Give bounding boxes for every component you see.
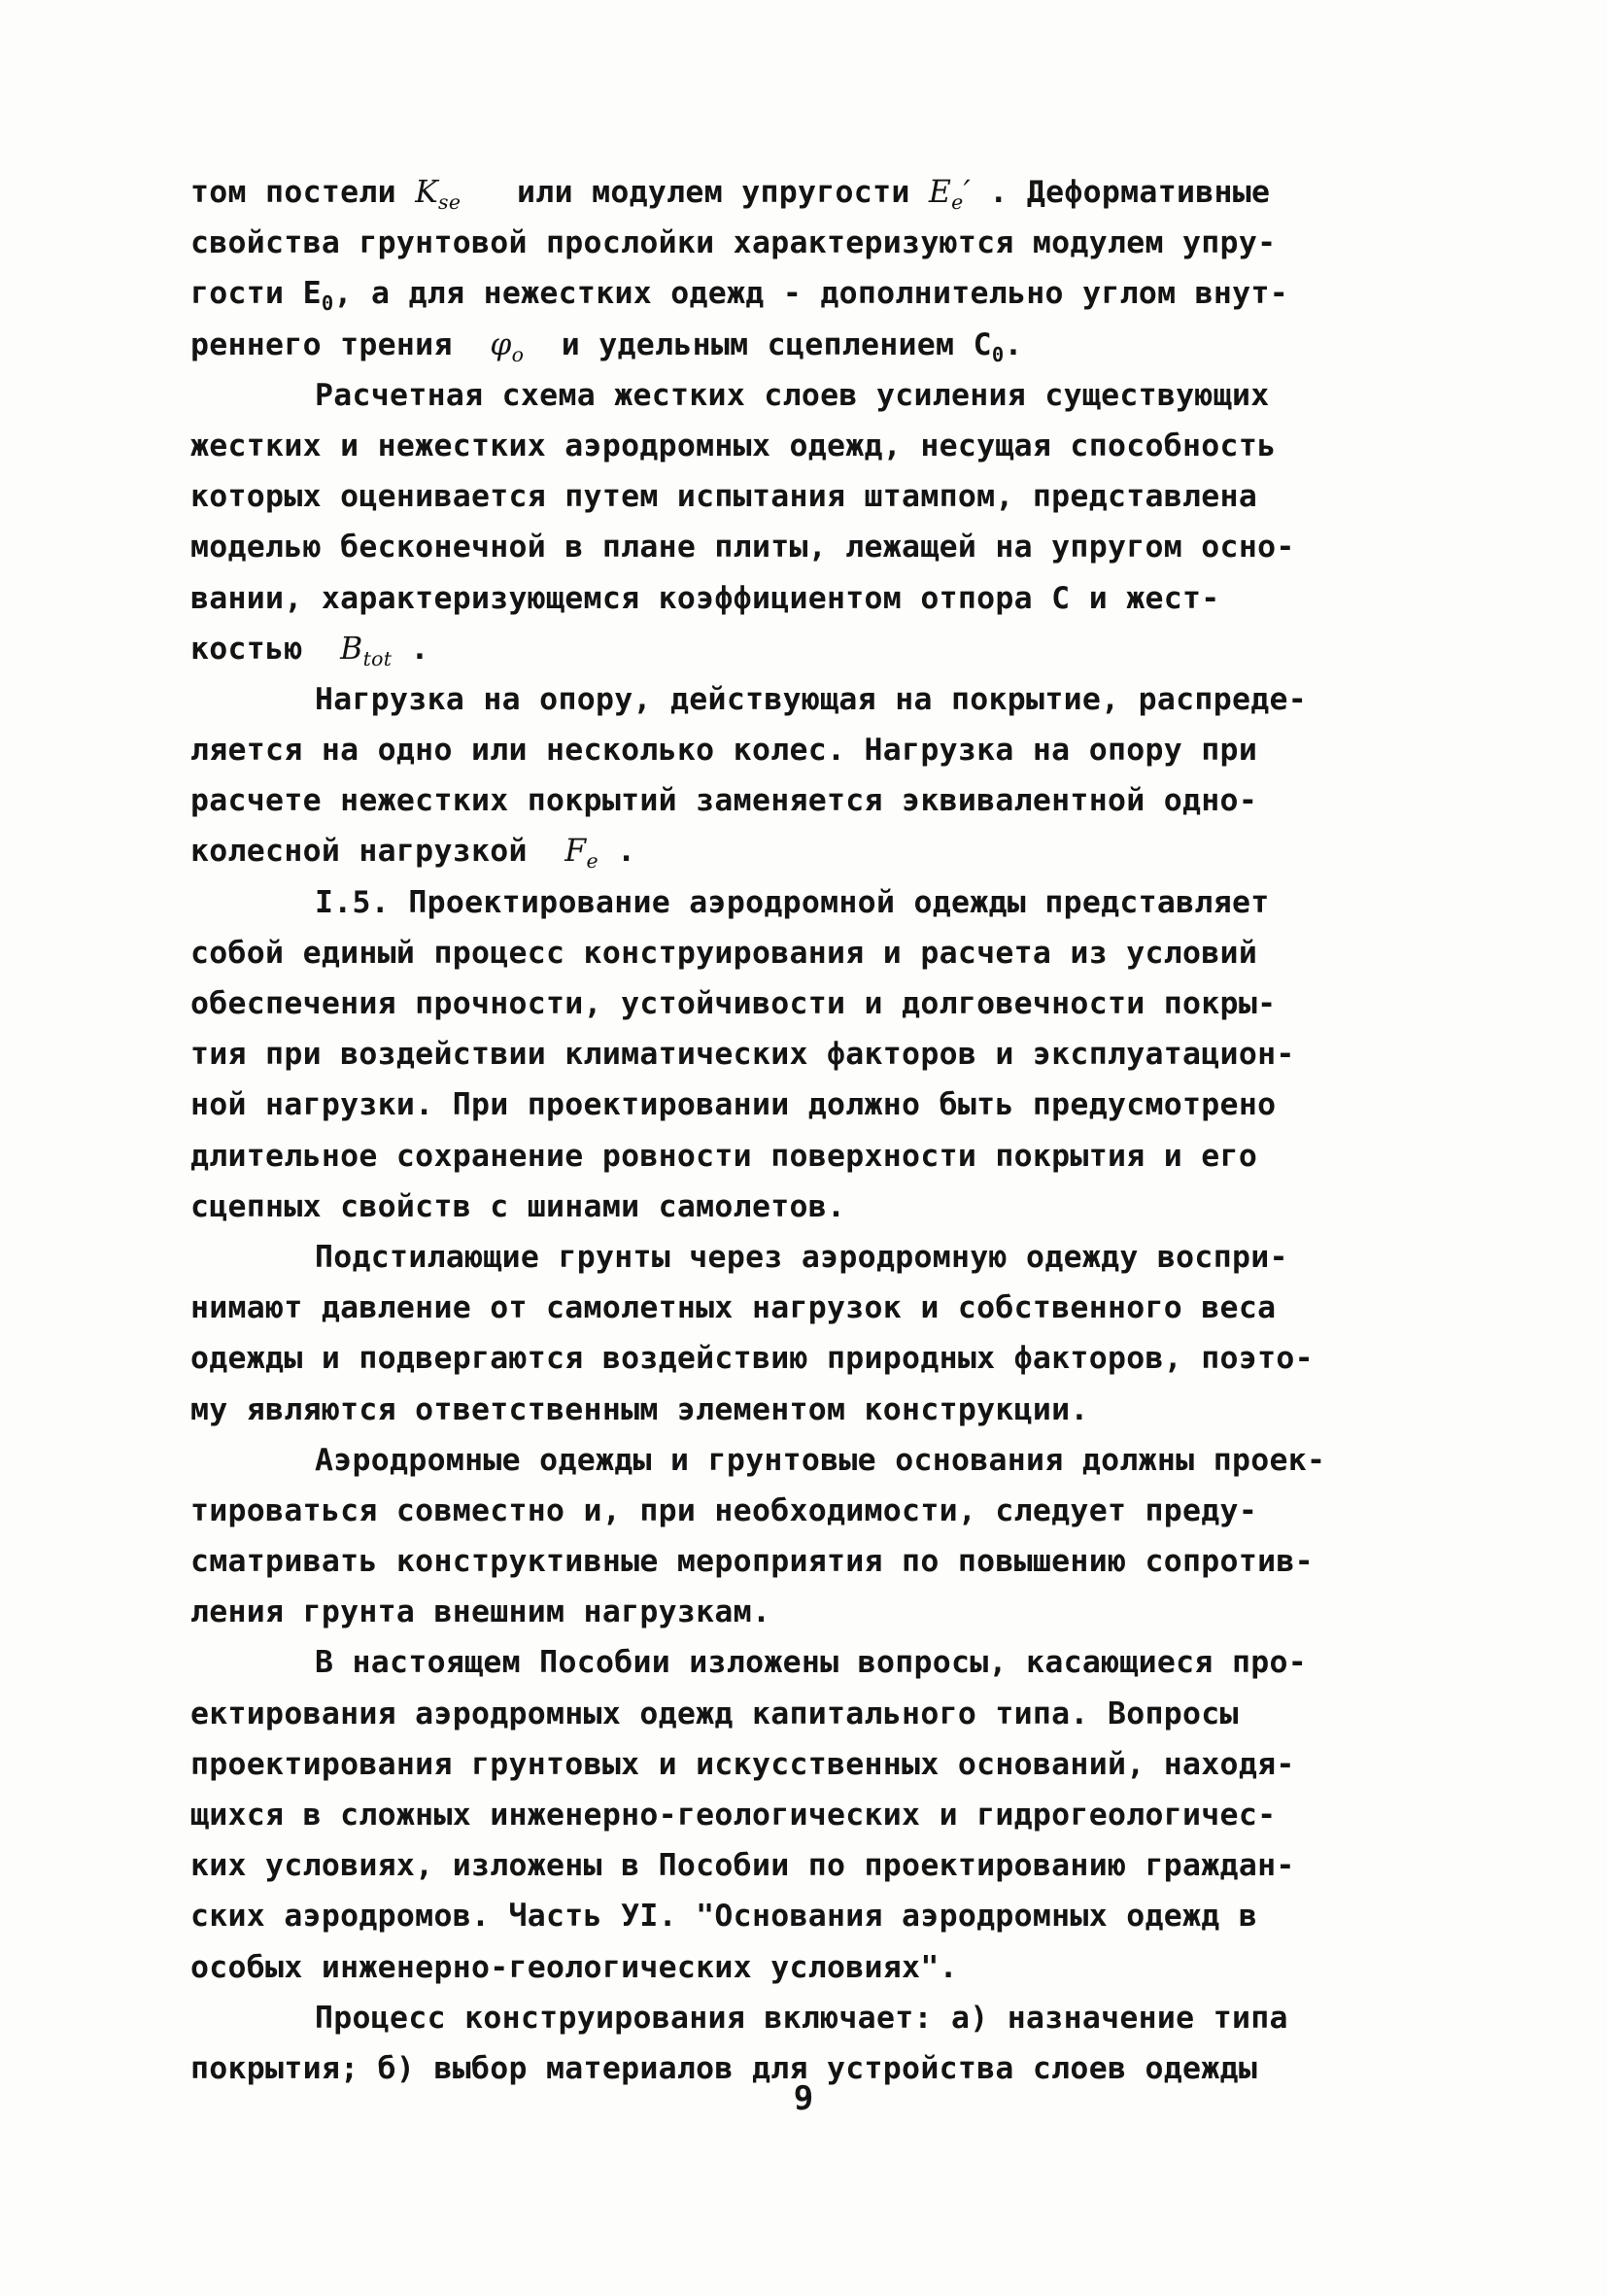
text-line: I.5. Проектирование аэродромной одежды представляет xyxy=(315,884,1270,920)
text-line: гости $E_0$, а для нежестких одежд - дополнительно углом внут- xyxy=(190,276,1288,316)
formula-symbol: $F_e$ xyxy=(564,834,598,874)
text-line: Подстилающие грунты через аэродромную одежду воспри- xyxy=(315,1239,1288,1275)
text-line: одежды и подвергаются воздействию природных факторов, поэто- xyxy=(190,1341,1314,1377)
text-line: колесной нагрузкой $F_e$ . xyxy=(190,834,636,874)
formula-symbol: $K_{se}$ xyxy=(415,175,462,215)
text-line: Аэродромные одежды и грунтовые основания должны проек- xyxy=(315,1442,1326,1478)
page-number: 9 xyxy=(793,2079,814,2118)
text-line: длительное сохранение ровности поверхности покрытия и его xyxy=(190,1138,1258,1174)
text-line: В настоящем Пособии изложены вопросы, касающиеся про- xyxy=(315,1645,1308,1681)
text-line: обеспечения прочности, устойчивости и долговечности покры- xyxy=(190,986,1277,1021)
text-line: тироваться совместно и, при необходимости, следует преду- xyxy=(190,1492,1258,1528)
text-line: ских аэродромов. Часть УI. "Основания аэродромных одежд в xyxy=(190,1899,1258,1935)
text-line: ной нагрузки. При проектировании должно быть предусмотрено xyxy=(190,1087,1277,1123)
text-line: нимают давление от самолетных нагрузок и собственного веса xyxy=(190,1290,1277,1326)
text-line: му являются ответственным элементом конструкции. xyxy=(190,1391,1089,1427)
text-line: тия при воздействии климатических факторов и эксплуатацион- xyxy=(190,1037,1295,1073)
text-line: ления грунта внешним нагрузкам. xyxy=(190,1594,771,1630)
text-line: которых оценивается путем испытания штампом, представлена xyxy=(190,479,1258,515)
text-line: покрытия; б) выбор материалов для устройства слоев одежды xyxy=(190,2050,1258,2086)
formula-symbol: $B_{tot}$ xyxy=(340,631,393,670)
formula-symbol: $\varphi_o$ xyxy=(490,326,525,366)
text-line: ляется на одно или несколько колес. Нагрузка на опору при xyxy=(190,733,1258,769)
formula-symbol: $E_e'$ xyxy=(928,175,972,215)
text-line: свойства грунтовой прослойки характеризуются модулем упру- xyxy=(190,225,1277,261)
body-text xyxy=(190,167,1453,2094)
text-line: костью $B_{tot}$ . xyxy=(190,631,429,670)
text-line: сцепных свойств с шинами самолетов. xyxy=(190,1188,846,1224)
text-line: Нагрузка на опору, действующая на покрытие, распреде- xyxy=(315,681,1308,717)
text-line: сматривать конструктивные мероприятия по повышению сопротив- xyxy=(190,1544,1314,1580)
text-fragment: или модулем упругости xyxy=(461,175,929,210)
text-line: моделью бесконечной в плане плиты, лежащей на упругом осно- xyxy=(190,530,1295,565)
text-line: особых инженерно-геологических условиях". xyxy=(190,1949,958,1985)
text-line: реннего трения $\varphi_o$ и удельным сцеплением $C_0$. xyxy=(190,326,1023,366)
text-line: проектирования грунтовых и искусственных оснований, находя- xyxy=(190,1746,1295,1782)
text-line: Процесс конструирования включает: а) назначение типа xyxy=(315,2000,1288,2036)
text-line: щихся в сложных инженерно-геологических и гидрогеологичес- xyxy=(190,1798,1277,1833)
text-line: жестких и нежестких аэродромных одежд, несущая способность xyxy=(190,428,1277,463)
text-line: ектирования аэродромных одежд капитального типа. Вопросы xyxy=(190,1696,1239,1731)
text-fragment: . Деформативные xyxy=(971,175,1271,210)
text-fragment: том постели xyxy=(190,175,416,210)
text-line: Расчетная схема жестких слоев усиления существующих xyxy=(315,377,1270,413)
text-line: собой единый процесс конструирования и расчета из условий xyxy=(190,935,1258,971)
text-line: расчете нежестких покрытий заменяется эквивалентной одно- xyxy=(190,783,1258,819)
text-line: вании, характеризующемся коэффициентом отпора C и жест- xyxy=(190,580,1220,616)
text-line xyxy=(190,167,1453,218)
text-line: ких условиях, изложены в Пособии по проектированию граждан- xyxy=(190,1848,1295,1884)
